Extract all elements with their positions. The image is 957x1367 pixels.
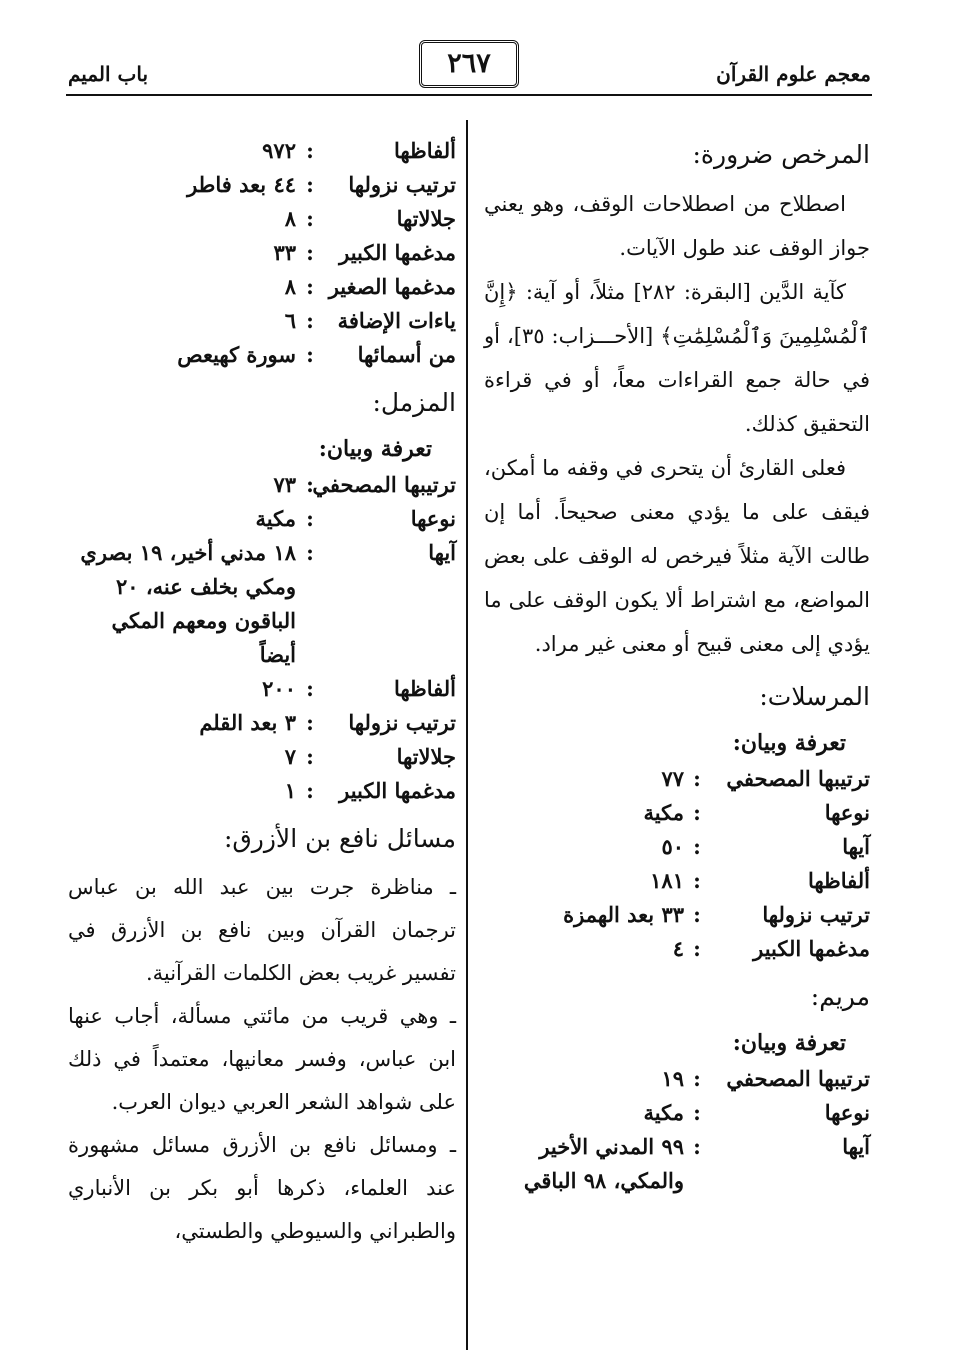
- info-key: ألفاظها: [393, 676, 456, 701]
- info-value: ٢٠٠: [262, 676, 296, 701]
- info-value: سورة كهيعص: [177, 342, 296, 367]
- info-key: ترتيبها المصحفي: [312, 472, 456, 497]
- info-row: [484, 1130, 870, 1198]
- info-value: ٣ بعد القلم: [199, 710, 296, 735]
- info-key: مدغمها الكبير: [339, 240, 456, 265]
- info-key: نوعها: [824, 800, 870, 825]
- page-number: ٢٦٧: [419, 40, 519, 88]
- header-rule: [66, 94, 872, 96]
- info-value: ١٨١: [650, 868, 684, 893]
- info-key: آيها: [842, 1134, 870, 1159]
- info-key: من أسمائها: [357, 342, 456, 367]
- info-sep: :: [306, 472, 314, 497]
- info-key: آيها: [842, 834, 870, 859]
- info-sep: :: [306, 778, 314, 803]
- info-key: مدغمها الكبير: [753, 936, 870, 961]
- info-sep: :: [306, 744, 314, 769]
- info-sep: :: [306, 172, 314, 197]
- info-table-muzzammil: [68, 468, 456, 808]
- info-key: ألفاظها: [807, 868, 870, 893]
- subheading: تعرفة وبيان:: [732, 730, 846, 756]
- info-row: [68, 672, 456, 706]
- info-row: [68, 134, 456, 168]
- info-value: ١٨ مدني أخير، ١٩ بصري ومكي بخلف عنه، ٢٠ الباقون ومعهم المكي أيضاً: [80, 540, 296, 667]
- paragraph: كآية الدَّين [البقرة: ٢٨٢] مثلاً، أو آية: ﴿إِنَّ ٱلْمُسْلِمِينَ وَٱلْمُسْلِمَٰتِ﴾ [الأحـــزاب: ٣٥]، أو في حالة جمع القراءات معاً، أو في قراءة التحقيق كذلك.: [484, 280, 871, 436]
- info-sep: :: [693, 1066, 701, 1091]
- info-value: ١٩: [661, 1066, 684, 1091]
- info-row: [68, 502, 456, 536]
- info-row: [484, 898, 870, 932]
- info-row: [68, 706, 456, 740]
- info-sep: :: [306, 506, 314, 531]
- info-key: جلالاتها: [396, 206, 456, 231]
- info-sep: :: [306, 308, 314, 333]
- column-divider: [466, 120, 468, 1350]
- info-table-maryam-continued: [68, 134, 456, 372]
- paragraph: ـ وهي قريب من مائتي مسألة، أجاب عنها ابن عباس، وفسر معانيها، معتمداً في ذلك على شواهد الشعر العربي ديوان العرب.: [68, 1004, 456, 1114]
- info-row: [68, 740, 456, 774]
- info-row: [484, 830, 870, 864]
- info-value: ٨: [284, 274, 296, 299]
- entry-title-murakhkhas: المرخص ضرورة:: [692, 140, 870, 169]
- entry-title-maryam: مريم:: [810, 982, 870, 1011]
- info-value: مكية: [643, 800, 684, 825]
- info-sep: :: [306, 676, 314, 701]
- info-value: مكية: [255, 506, 296, 531]
- info-value: ٨: [284, 206, 296, 231]
- info-sep: :: [306, 710, 314, 735]
- info-value: ٩٧٢: [262, 138, 296, 163]
- info-value: ٧: [284, 744, 296, 769]
- info-row: [484, 932, 870, 966]
- info-row: [68, 202, 456, 236]
- info-key: ترتيب نزولها: [348, 172, 456, 197]
- info-row: [68, 536, 456, 672]
- info-sep: :: [306, 274, 314, 299]
- info-row: [484, 1062, 870, 1096]
- running-title-right: معجم علوم القرآن: [716, 62, 871, 86]
- info-row: [68, 236, 456, 270]
- info-key: نوعها: [824, 1100, 870, 1125]
- info-row: [484, 1096, 870, 1130]
- info-sep: :: [306, 138, 314, 163]
- info-key: ياءات الإضافة: [337, 308, 456, 333]
- running-title-left: باب الميم: [68, 62, 149, 86]
- info-sep: :: [693, 902, 701, 927]
- info-key: مدغمها الكبير: [339, 778, 456, 803]
- info-value: ٧٣: [273, 472, 296, 497]
- subheading: تعرفة وبيان:: [732, 1030, 846, 1056]
- info-key: ألفاظها: [393, 138, 456, 163]
- left-column: [68, 134, 456, 1253]
- info-sep: :: [693, 800, 701, 825]
- info-key: آيها: [428, 540, 456, 565]
- entry-title-mursalat: المرسلات:: [759, 682, 870, 711]
- info-sep: :: [693, 1100, 701, 1125]
- info-value: ٤: [672, 936, 684, 961]
- right-column: [484, 134, 870, 1198]
- paragraph: اصطلاح من اصطلاحات الوقف، وهو يعني جواز الوقف عند طول الآيات.: [484, 192, 870, 260]
- info-row: [68, 304, 456, 338]
- info-value: ٦: [284, 308, 296, 333]
- info-value: ٤٤ بعد فاطر: [187, 172, 296, 197]
- paragraph: ـ مناظرة جرت بين عبد الله بن عباس ترجمان القرآن وبين نافع بن الأزرق في تفسير غريب بعض الكلمات القرآنية.: [68, 875, 456, 985]
- info-key: ترتيبها المصحفي: [726, 1066, 870, 1091]
- info-row: [484, 864, 870, 898]
- info-row: [68, 270, 456, 304]
- info-sep: :: [693, 868, 701, 893]
- info-value: مكية: [643, 1100, 684, 1125]
- info-value: ٥٠: [661, 834, 684, 859]
- paragraph: فعلى القارئ أن يتحرى في وقفه ما أمكن، فيقف على ما يؤدي معنى صحيحاً. أما إن طالت الآية مثلاً فيرخص له الوقف على بعض المواضع، مع اشتراط ألا يكون الوقف على ما يؤدي إلى معنى قبيح أو معنى غير مراد.: [484, 456, 870, 656]
- info-value: ٧٧: [661, 766, 684, 791]
- info-key: مدغمها الصغير: [328, 274, 456, 299]
- info-sep: :: [693, 834, 701, 859]
- info-table-maryam: [484, 1062, 870, 1198]
- entry-title-muzzammil: المزمل:: [372, 388, 456, 417]
- entry-title-nafi-ibn-azraq: مسائل نافع بن الأزرق:: [223, 824, 456, 853]
- info-row: [68, 338, 456, 372]
- paragraph: ـ ومسائل نافع بن الأزرق مسائل مشهورة عند العلماء، ذكرها أبو بكر بن الأنباري والطبراني والسيوطي والطستي،: [68, 1133, 456, 1243]
- info-sep: :: [306, 342, 314, 367]
- info-value: ٩٩ المدني الأخير والمكي، ٩٨ الباقي: [523, 1134, 684, 1193]
- info-value: ١: [284, 778, 296, 803]
- info-row: [68, 168, 456, 202]
- info-row: [484, 796, 870, 830]
- info-key: ترتيب نزولها: [348, 710, 456, 735]
- info-key: نوعها: [410, 506, 456, 531]
- info-table-mursalat: [484, 762, 870, 966]
- info-row: [68, 468, 456, 502]
- info-sep: :: [693, 766, 701, 791]
- info-key: جلالاتها: [396, 744, 456, 769]
- info-sep: :: [693, 1134, 701, 1159]
- info-key: ترتيبها المصحفي: [726, 766, 870, 791]
- info-sep: :: [306, 206, 314, 231]
- info-row: [484, 762, 870, 796]
- info-value: ٣٣: [273, 240, 296, 265]
- info-sep: :: [693, 936, 701, 961]
- subheading: تعرفة وبيان:: [318, 436, 432, 462]
- info-sep: :: [306, 240, 314, 265]
- info-key: ترتيب نزولها: [762, 902, 870, 927]
- info-value: ٣٣ بعد الهمزة: [563, 902, 684, 927]
- info-row: [68, 774, 456, 808]
- info-sep: :: [306, 540, 314, 565]
